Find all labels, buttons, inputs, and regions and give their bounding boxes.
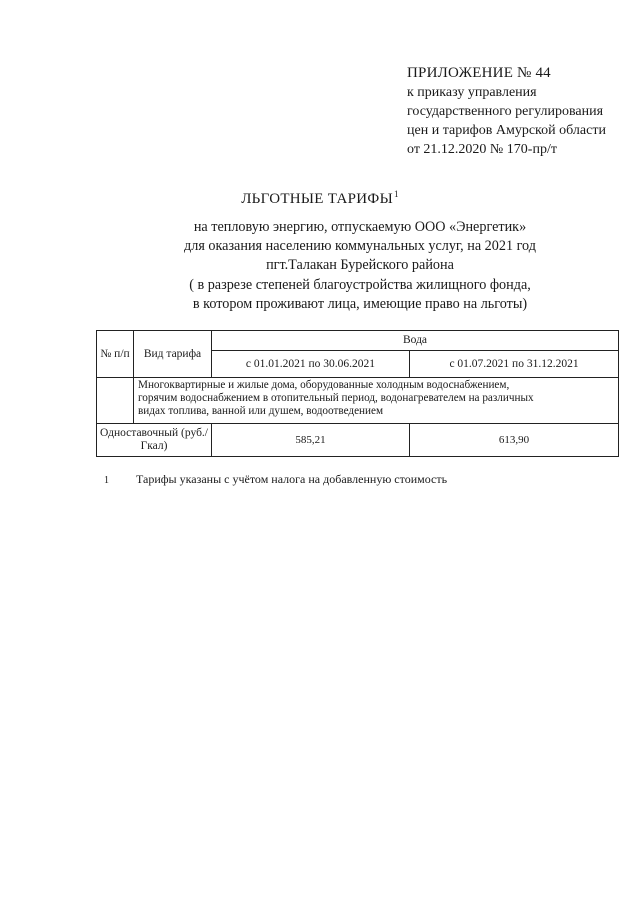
subtitle-line: на тепловую энергию, отпускаемую ООО «Энергетик» bbox=[193, 219, 527, 235]
subtitle-line: в котором проживают лица, имеющие право на льготы) bbox=[192, 295, 528, 312]
appendix-line: государственного регулирования bbox=[407, 104, 604, 119]
appendix-header bbox=[407, 64, 640, 159]
appendix-line: к приказу управления bbox=[407, 85, 537, 100]
row-number-empty bbox=[97, 378, 134, 424]
footnote-text: Тарифы указаны с учётом налога на добавленную стоимость bbox=[136, 472, 448, 486]
subtitle-line: пгт.Талакан Бурейского района bbox=[266, 257, 454, 274]
description-line: Многоквартирные и жилые дома, оборудованные холодным водоснабжением, bbox=[138, 379, 510, 391]
tariff-type-cell: Одноставочный (руб./Гкал) bbox=[97, 424, 212, 457]
housing-description bbox=[134, 378, 619, 424]
appendix-line: от 21.12.2020 № 170-пр/т bbox=[407, 142, 557, 157]
table-row bbox=[97, 424, 619, 457]
title-footnote-mark: 1 bbox=[393, 189, 399, 199]
description-line: видах топлива, ванной или душем, водоотведением bbox=[138, 405, 384, 417]
header-number: № п/п bbox=[97, 331, 134, 378]
tariff-value-period-1: 585,21 bbox=[212, 424, 410, 457]
footnote bbox=[104, 472, 447, 487]
header-tariff-type: Вид тарифа bbox=[134, 331, 212, 378]
document-title bbox=[0, 189, 640, 208]
tariff-table bbox=[96, 330, 619, 457]
header-water: Вода bbox=[212, 331, 619, 351]
header-period-1: с 01.01.2021 по 30.06.2021 bbox=[212, 351, 410, 378]
header-period-2: с 01.07.2021 по 31.12.2021 bbox=[410, 351, 619, 378]
tariff-value-period-2: 613,90 bbox=[410, 424, 619, 457]
document-title-text: ЛЬГОТНЫЕ ТАРИФЫ bbox=[241, 191, 393, 207]
subtitle-line: ( в разрезе степеней благоустройства жилищного фонда, bbox=[189, 276, 531, 293]
subtitle-line: для оказания населению коммунальных услуг, на 2021 год bbox=[184, 238, 536, 255]
footnote-mark: 1 bbox=[104, 475, 109, 486]
appendix-title: ПРИЛОЖЕНИЕ № 44 bbox=[407, 65, 551, 81]
description-line: горячим водоснабжением в отопительный период, водонагревателем на различных bbox=[138, 392, 534, 404]
appendix-line: цен и тарифов Амурской области bbox=[407, 123, 606, 138]
document-subtitle bbox=[0, 218, 640, 314]
